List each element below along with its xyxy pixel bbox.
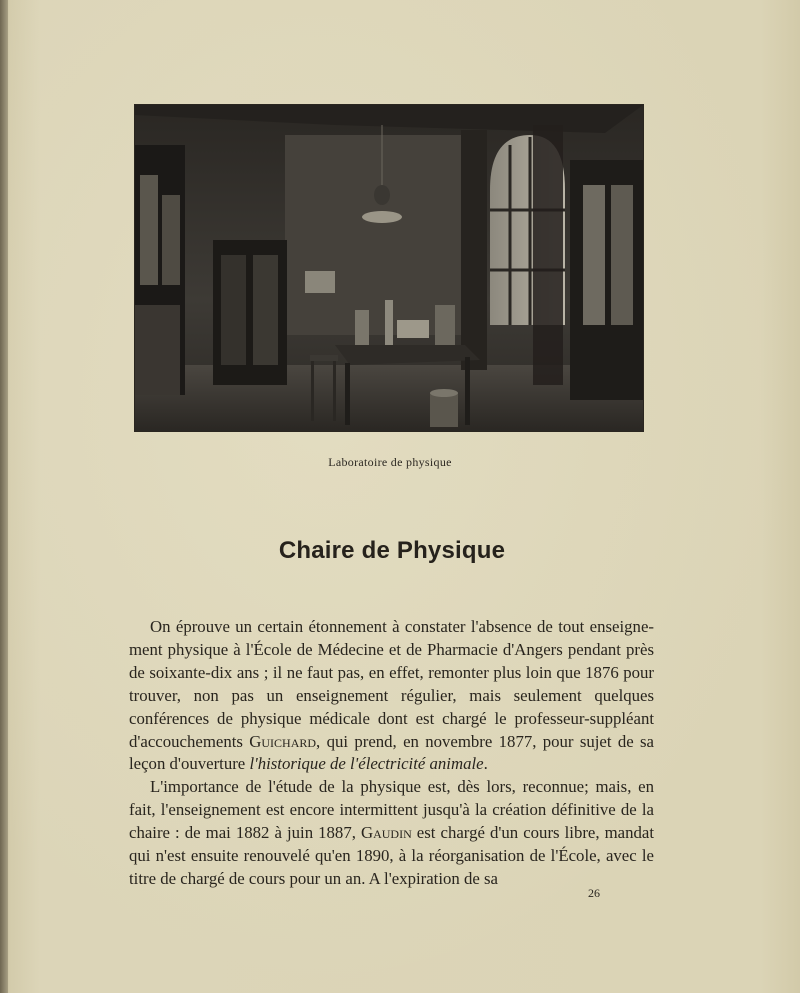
person-name: Guichard (249, 731, 317, 751)
lecture-title: l'historique de l'électricité animale (249, 754, 484, 774)
paragraph (129, 776, 654, 891)
text-run: , qui prend, en novembre 1877, pour sujet de sa leçon d'ouverture (129, 731, 654, 774)
body-text (129, 616, 654, 891)
photo-caption: Laboratoire de physique (328, 455, 452, 469)
book-spine-shadow (0, 0, 8, 993)
page-number: 26 (588, 886, 600, 900)
paragraph (129, 616, 654, 776)
laboratory-photograph (134, 104, 644, 432)
text-run: On éprouve un certain étonnement à constater l'absence de tout enseignement physique à l'École de Médecine et de Pharmacie d'Angers pendant près de soixante-dix ans ; il ne faut pas, en effet, remonter plus loin que 1876 pour trouver, non pas un enseignement régulier, mais seulement quelques conférences de physique médicale dont est chargé le professeur-suppléant d'accouchements (129, 617, 654, 751)
text-run: L'importance de l'étude de la physique est, dès lors, reconnue; mais, en fait, l'enseignement est encore intermittent jusqu'à la création définitive de la chaire : de mai 1882 à juin 1887, (129, 777, 654, 843)
text-run: . (483, 754, 488, 774)
text-run: est chargé d'un cours libre, mandat qui n'est ensuite renouvelé qu'en 1890, à la réorganisation de l'École, avec le titre de chargé de cours pour un an. A l'expiration de sa (129, 823, 655, 888)
person-name: Gaudin (360, 823, 412, 843)
section-heading: Chaire de Physique (278, 537, 506, 564)
